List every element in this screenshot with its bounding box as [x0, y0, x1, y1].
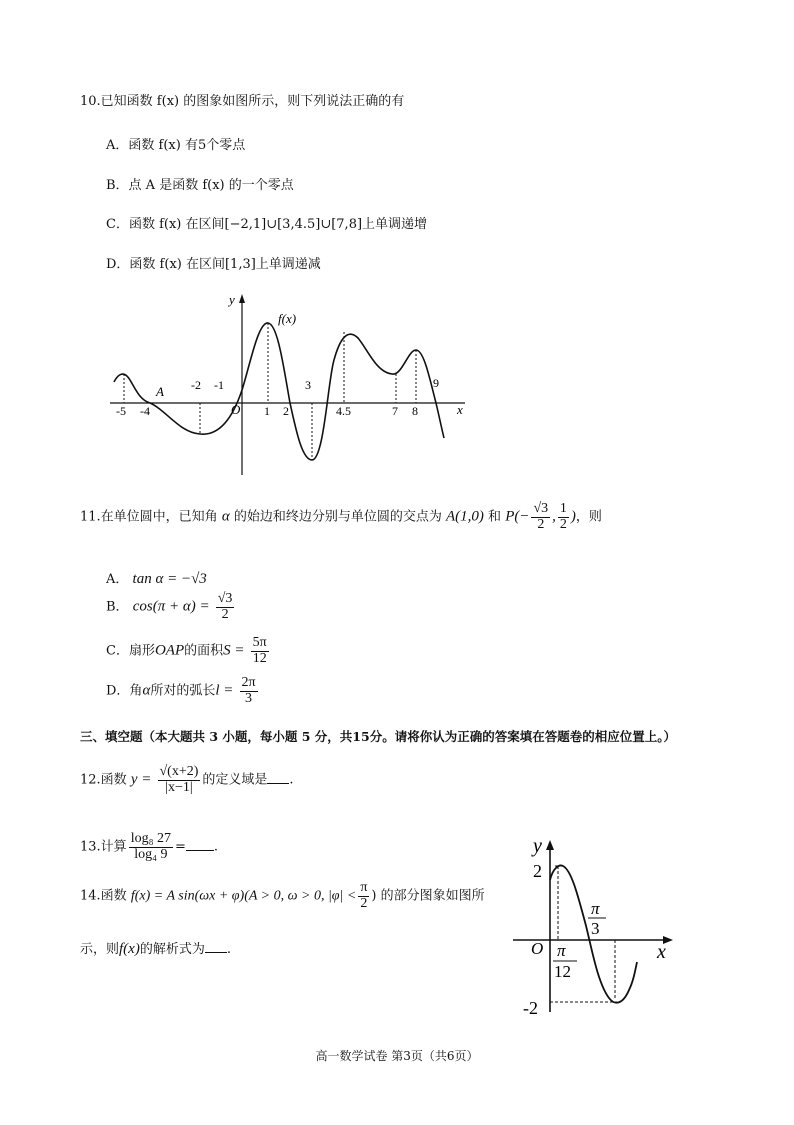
- tick-9: 9: [433, 376, 439, 390]
- y-arrow-icon: [546, 840, 554, 850]
- tick-8: 8: [412, 404, 418, 418]
- q13: 13.计算 $\frac{\text{log₈ 27}}{\text{log₄ 9}}$ = .: [80, 831, 219, 862]
- point-a-label: A: [156, 384, 164, 399]
- y-label: y: [533, 835, 542, 857]
- q10-option-c: C．函数 f(x) 在区间[−2,1]∪[3,4.5]∪[7,8]上单调递增: [106, 217, 428, 232]
- tick-3: 3: [305, 378, 311, 392]
- q14-answer-blank[interactable]: [205, 940, 227, 953]
- q14-graph: [505, 832, 685, 1017]
- tick-neg1: -1: [214, 378, 224, 392]
- page-footer: 高一数学试卷 第3页（共6页）: [315, 1049, 479, 1063]
- tick-pi-3-den: 3: [591, 919, 600, 938]
- x-label: x: [657, 941, 666, 963]
- p-x-fraction: $\frac{√3}{2}$: [533, 501, 549, 532]
- p-y-fraction: $\frac{1}{2}$: [559, 501, 567, 532]
- tick-neg2: -2: [191, 378, 201, 392]
- y-arrow-icon: [239, 294, 245, 303]
- q10-stem: 10.已知函数 f(x) 的图象如图所示，则下列说法正确的有: [80, 94, 405, 109]
- y-label: y: [229, 292, 235, 307]
- max-label: 2: [533, 861, 542, 881]
- q11-option-c: C．扇形OAP的面积S = $\frac{5\pi}{12}$: [106, 635, 267, 666]
- alpha-symbol: α: [221, 508, 230, 525]
- origin-label: O: [531, 939, 544, 958]
- q10-option-a: A．函数 f(x) 有5个零点: [106, 138, 246, 153]
- tick-pi-12-den: 12: [554, 962, 571, 981]
- min-label: -2: [523, 998, 538, 1017]
- q14-line1: 14.函数 f(x) = A sin(ωx + φ)(A > 0, ω > 0, |φ| < $\frac{\pi}{2}$ ) 的部分图象如图所: [80, 880, 485, 911]
- q11-stem: 11.在单位圆中，已知角 α 的始边和终边分别与单位圆的交点为 A(1,0) 和 P(− $\frac{√3}{2}$ , $\frac{1}{2}$ )，则: [80, 501, 602, 532]
- q13-answer-blank[interactable]: [186, 838, 214, 851]
- tick-2: 2: [283, 404, 289, 418]
- tick-neg4: -4: [140, 404, 150, 418]
- tick-pi-3-num: π: [591, 899, 600, 918]
- q11-option-d: D．角α所对的弧长l = $\frac{2\pi}{3}$: [106, 675, 256, 706]
- tick-7: 7: [392, 404, 398, 418]
- tick-1: 1: [264, 404, 270, 418]
- tick-neg5: -5: [116, 404, 126, 418]
- q10-graph: [100, 290, 480, 480]
- origin-label: O: [231, 402, 241, 417]
- q12: 12.函数 y = $\frac{√(x+2)}{|x-1|}$ 的定义域是 .: [80, 764, 294, 795]
- fx-label: f(x): [278, 311, 297, 326]
- x-label: x: [457, 402, 463, 417]
- tick-pi-12-num: π: [557, 941, 566, 960]
- q14-line2: 示，则f(x)的解析式为 .: [80, 941, 231, 957]
- q11-option-a: A． tan α = −√3: [106, 571, 207, 587]
- q11-option-b: B． cos(π + α) = $\frac{√3}{2}$: [106, 591, 233, 622]
- q10-option-b: B．点 A 是函数 f(x) 的一个零点: [106, 178, 294, 193]
- q10-option-d: D．函数 f(x) 在区间[1,3]上单调递减: [106, 257, 321, 272]
- section-3-header: 三、填空题（本大题共 3 小题，每小题 5 分，共15分。请将你认为正确的答案填在答题卷的相应位置上。）: [80, 729, 676, 744]
- tick-4-5: 4.5: [336, 404, 351, 418]
- q12-answer-blank[interactable]: [267, 771, 289, 784]
